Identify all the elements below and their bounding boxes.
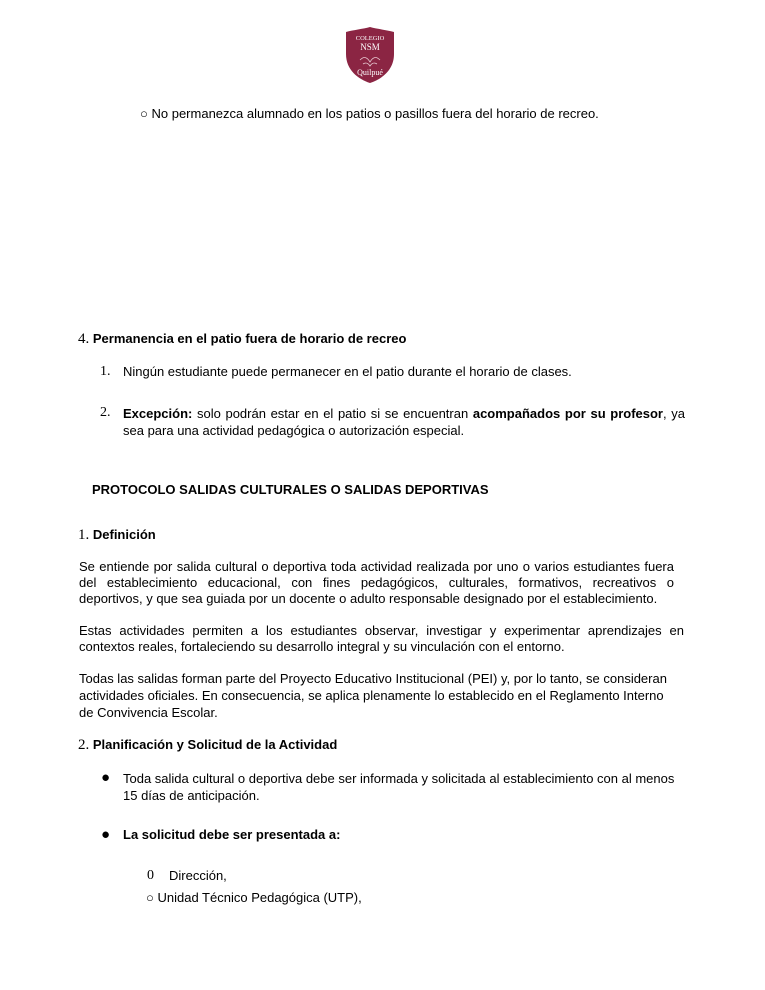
section-title: Permanencia en el patio fuera de horario de recreo: [92, 331, 407, 346]
exception-bold-phrase: acompañados por su profesor: [472, 406, 663, 421]
section-number: 2.: [78, 737, 90, 753]
section-number: 4.: [78, 331, 90, 347]
exception-label: Excepción:: [123, 406, 193, 421]
exception-paragraph: [123, 405, 685, 439]
protocol-title: PROTOCOLO SALIDAS CULTURALES O SALIDAS DEPORTIVAS: [92, 482, 489, 497]
definition-paragraph-3: Todas las salidas forman parte del Proyecto Educativo Institucional (PEI) y, por lo tanto, se consideran actividades oficiales. En consecuencia, se aplica plenamente lo establecido en el Reglamento Interno de Convivencia Escolar.: [79, 671, 667, 720]
exception-text-before: solo podrán estar en el patio si se encuentran: [192, 406, 473, 421]
school-logo: [343, 26, 397, 84]
planning-heading: [78, 737, 678, 753]
definition-paragraph-2: Estas actividades permiten a los estudiantes observar, investigar y experimentar aprendizajes en contextos reales, fortaleciendo su desarrollo integral y su vinculación con el entorno.: [79, 623, 684, 654]
definition-paragraph-1: Se entiende por salida cultural o deportiva toda actividad realizada por uno o varios estudiantes fuera del establecimiento educacional, con fines pedagógicos, culturales, formativos, recreativos o deportivos, y que sea guiada por un docente o adulto responsable designado por el establecimiento.: [79, 559, 674, 606]
section-title: Planificación y Solicitud de la Actividad: [92, 737, 338, 752]
definition-heading: [78, 527, 678, 543]
top-list-item: [140, 106, 700, 122]
section-title: Definición: [92, 527, 156, 542]
sub-list-item-text: Dirección,: [169, 868, 227, 883]
section-4-heading: [78, 331, 698, 347]
list-marker: 1.: [100, 364, 111, 379]
sub-list-item-text: Unidad Técnico Pedagógica (UTP),: [157, 890, 362, 905]
sub-list-marker: 0: [147, 868, 154, 883]
bullet-item-text: La solicitud debe ser presentada a:: [123, 827, 341, 842]
list-item-text: No permanezca alumnado en los patios o pasillos fuera del horario de recreo.: [151, 106, 599, 121]
sub-list-item: [146, 890, 566, 906]
exception-text-after: , ya sea para una actividad pedagógica o autorización especial.: [123, 406, 685, 438]
list-item-text: Ningún estudiante puede permanecer en el patio durante el horario de clases.: [123, 364, 572, 379]
bullet-marker: ●: [101, 769, 111, 786]
list-marker: ○: [140, 106, 148, 121]
bullet-item-text: Toda salida cultural o deportiva debe ser informada y solicitada al establecimiento con al menos 15 días de anticipación.: [123, 771, 675, 803]
list-marker: 2.: [100, 405, 111, 420]
logo-line-2: NSM: [360, 42, 380, 52]
logo-line-1: COLEGIO: [355, 35, 385, 42]
logo-line-3: Quilpué: [357, 68, 383, 77]
section-number: 1.: [78, 527, 90, 543]
bullet-marker: ●: [101, 826, 111, 843]
sub-list-marker: ○: [146, 890, 154, 905]
